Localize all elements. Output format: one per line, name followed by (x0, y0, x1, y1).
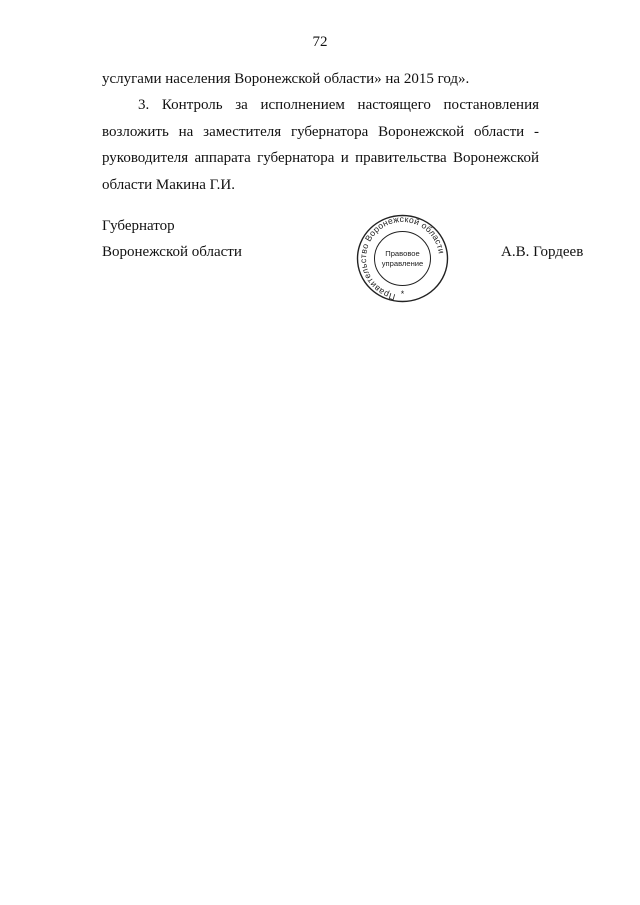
paragraph-item-3: 3. Контроль за исполнением настоящего постановления возложить на заместителя губернатора Воронежской области - руководителя аппарата губернатора и правительства Воронежской области Макина Г.И. (102, 97, 539, 193)
page-number: 72 (312, 34, 328, 50)
signature-title-line-2: Воронежской области (102, 244, 242, 260)
signature-title-line-1: Губернатор (102, 218, 175, 234)
paragraph-continuation: услугами населения Воронежской области» на 2015 год». (102, 71, 470, 87)
stamp-star-mark: * (400, 289, 405, 299)
signature-name: А.В. Гордеев (501, 244, 584, 260)
stamp-center-line-2: управление (381, 259, 424, 268)
stamp-center-line-1: Правовое (385, 249, 420, 258)
signature-title (102, 213, 242, 265)
official-stamp (355, 213, 450, 303)
stamp-ring-text: Правительство Воронежской области (357, 213, 447, 303)
